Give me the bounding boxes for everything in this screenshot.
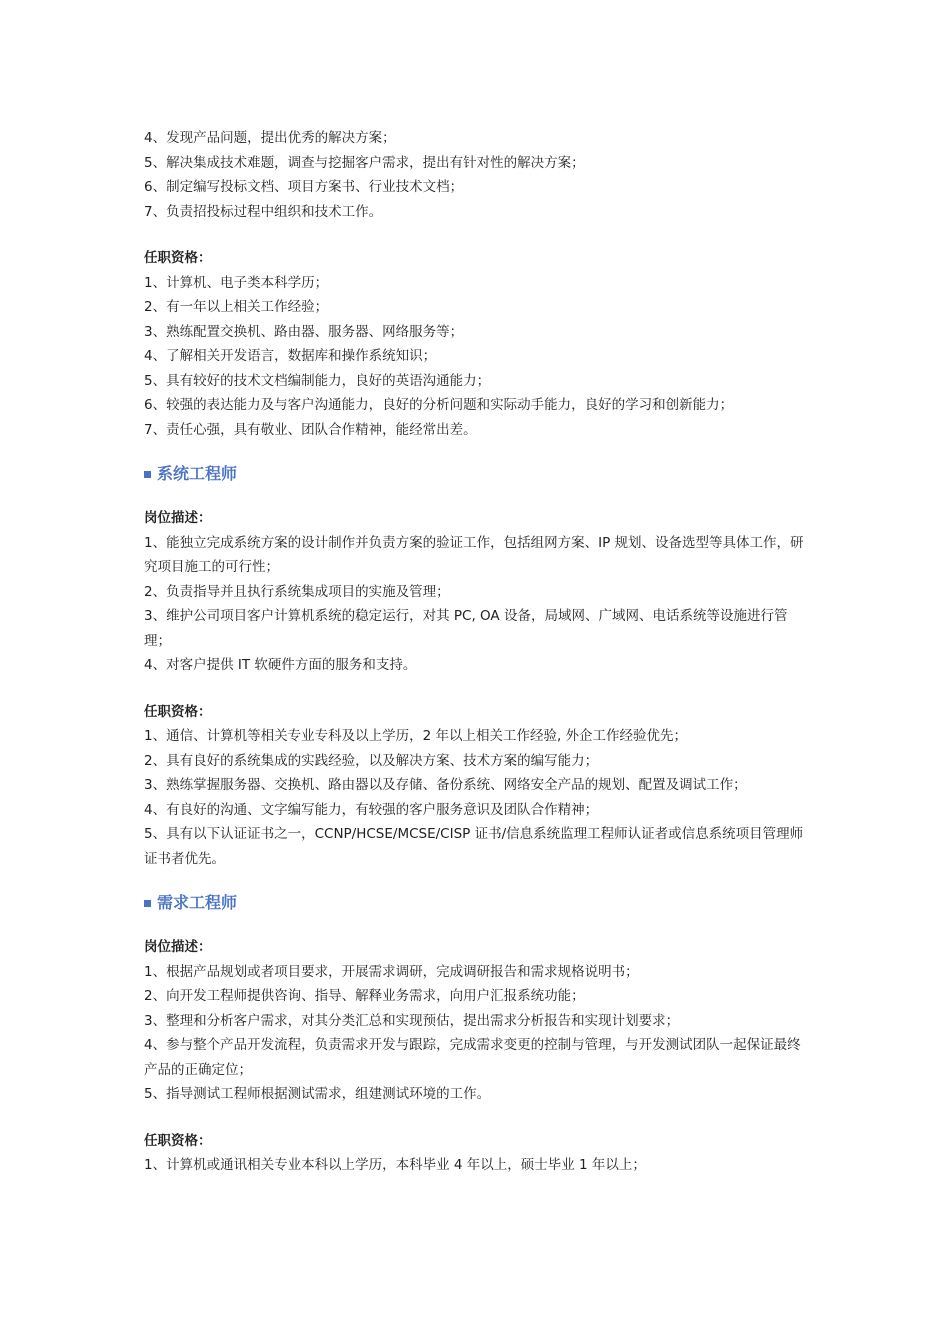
- description-item: 2、向开发工程师提供咨询、指导、解释业务需求，向用户汇报系统功能；: [144, 988, 585, 1004]
- requirement-item: 2、具有良好的系统集成的实践经验，以及解决方案、技术方案的编写能力；: [144, 752, 599, 769]
- section-title-requirements-engineer: [144, 891, 806, 915]
- square-bullet-icon: [144, 471, 151, 478]
- description-item: 2、负责指导并且执行系统集成项目的实施及管理；: [144, 583, 450, 600]
- requirement-item: 3、熟练掌握服务器、交换机、路由器以及存储、备份系统、网络安全产品的规划、配置及调试工作；: [144, 777, 747, 793]
- requirement-item: 5、具有以下认证证书之一，CCNP/HCSE/MCSE/CISP 证书/信息系统监理工程师认证者或信息系统项目管理师证书者优先。: [144, 826, 804, 867]
- requirement-item: 5、具有较好的技术文档编制能力，良好的英语沟通能力；: [144, 372, 491, 389]
- requirement-item: 1、计算机或通讯相关专业本科以上学历，本科毕业 4 年以上，硕士毕业 1 年以上；: [144, 1157, 646, 1173]
- requirement-item: 1、通信、计算机等相关专业专科及以上学历，2 年以上相关工作经验, 外企工作经验优先；: [144, 728, 688, 744]
- document-page: [144, 126, 806, 1178]
- requirement-item: 3、熟练配置交换机、路由器、服务器、网络服务等；: [144, 323, 464, 340]
- section-title-text: 系统工程师: [157, 464, 238, 483]
- description-item: 5、指导测试工程师根据测试需求，组建测试环境的工作。: [144, 1086, 491, 1102]
- requirements-label: 任职资格：: [144, 703, 212, 720]
- description-label: 岗位描述：: [144, 939, 212, 955]
- description-item: 4、参与整个产品开发流程，负责需求开发与跟踪，完成需求变更的控制与管理，与开发测试团队一起保证最终产品的正确定位；: [144, 1037, 801, 1078]
- intro-item: 4、发现产品问题，提出优秀的解决方案；: [144, 130, 396, 146]
- section-title-system-engineer: [144, 462, 806, 486]
- requirement-item: 4、有良好的沟通、文字编写能力，有较强的客户服务意识及团队合作精神；: [144, 801, 599, 818]
- requirements-label: 任职资格：: [144, 1132, 212, 1149]
- requirements-label: 任职资格：: [144, 250, 212, 266]
- requirement-item: 7、责任心强，具有敬业、团队合作精神，能经常出差。: [144, 421, 477, 438]
- description-item: 1、根据产品规划或者项目要求，开展需求调研，完成调研报告和需求规格说明书；: [144, 963, 639, 980]
- description-item: 4、对客户提供 IT 软硬件方面的服务和支持。: [144, 657, 417, 673]
- requirement-item: 1、计算机、电子类本科学历；: [144, 274, 329, 291]
- description-item: 3、整理和分析客户需求，对其分类汇总和实现预估，提出需求分析报告和实现计划要求；: [144, 1012, 680, 1029]
- description-item: 1、能独立完成系统方案的设计制作并负责方案的验证工作，包括组网方案、IP 规划、设备选型等具体工作，研究项目施工的可行性；: [144, 534, 804, 575]
- requirement-item: 6、较强的表达能力及与客户沟通能力，良好的分析问题和实际动手能力，良好的学习和创新能力；: [144, 397, 734, 413]
- requirement-item: 2、有一年以上相关工作经验；: [144, 299, 329, 315]
- description-label: 岗位描述：: [144, 510, 212, 526]
- intro-item: 6、制定编写投标文档、项目方案书、行业技术文档；: [144, 179, 464, 195]
- intro-item: 7、负责招投标过程中组织和技术工作。: [144, 203, 383, 220]
- square-bullet-icon: [144, 900, 151, 907]
- intro-item: 5、解决集成技术难题，调查与挖掘客户需求，提出有针对性的解决方案；: [144, 154, 585, 171]
- section-title-text: 需求工程师: [157, 893, 238, 912]
- description-item: 3、维护公司项目客户计算机系统的稳定运行，对其 PC, OA 设备，局域网、广域网、电话系统等设施进行管理；: [144, 608, 788, 649]
- requirement-item: 4、了解相关开发语言，数据库和操作系统知识；: [144, 348, 437, 364]
